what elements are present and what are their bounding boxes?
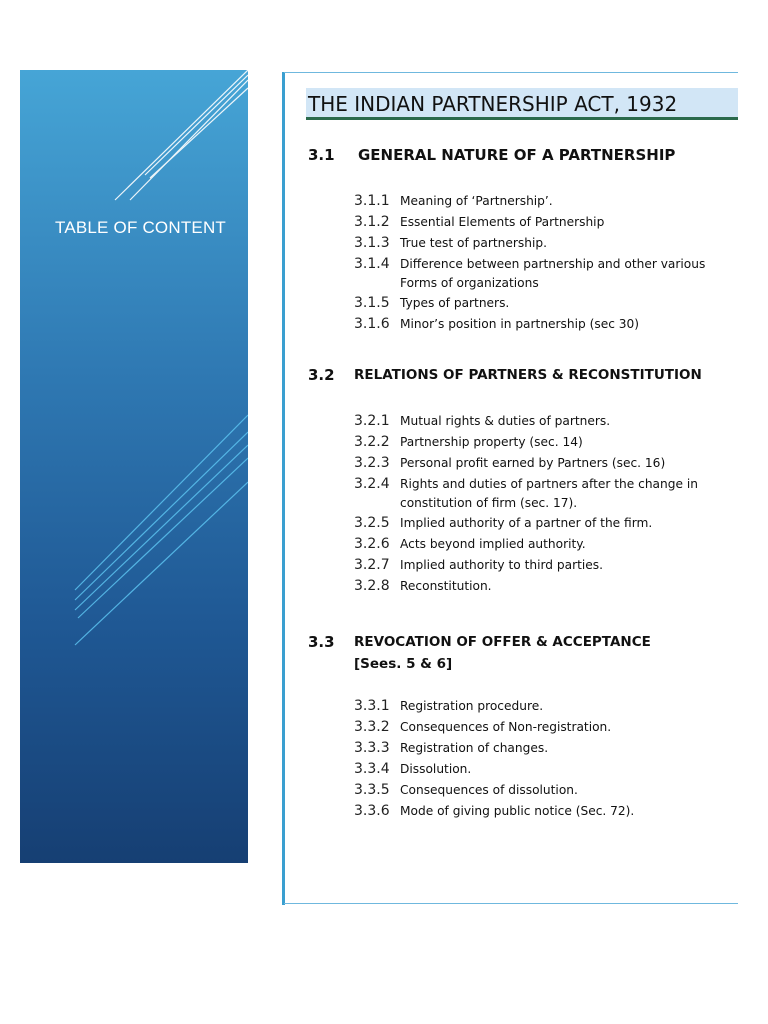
item-number: 3.3.1 xyxy=(354,698,390,714)
sidebar-title: TABLE OF CONTENT xyxy=(55,218,227,237)
toc-item[interactable] xyxy=(354,256,730,295)
section-item-list xyxy=(354,413,730,599)
item-text: Acts beyond implied authority. xyxy=(400,537,586,551)
section-title: RELATIONS OF PARTNERS & RECONSTITUTION xyxy=(354,367,702,383)
section-subtitle: [Sees. 5 & 6] xyxy=(354,656,453,672)
item-text: Consequences of Non-registration. xyxy=(400,720,612,734)
toc-item[interactable] xyxy=(354,578,730,599)
toc-item[interactable] xyxy=(354,193,730,214)
item-number: 3.1.2 xyxy=(354,214,390,230)
toc-item[interactable] xyxy=(354,413,730,434)
item-text: Difference between partnership and other various Forms of organizations xyxy=(400,257,706,290)
item-number: 3.2.7 xyxy=(354,557,390,573)
item-number: 3.2.4 xyxy=(354,476,390,492)
sidebar-panel xyxy=(20,70,248,863)
toc-item[interactable] xyxy=(354,803,730,824)
toc-item[interactable] xyxy=(354,476,730,515)
item-number: 3.2.5 xyxy=(354,515,390,531)
decorative-lines xyxy=(20,70,248,863)
toc-item[interactable] xyxy=(354,761,730,782)
toc-item[interactable] xyxy=(354,214,730,235)
item-text: Mutual rights & duties of partners. xyxy=(400,414,611,428)
item-number: 3.1.3 xyxy=(354,235,390,251)
item-text: Minor’s position in partnership (sec 30) xyxy=(400,317,640,331)
toc-item[interactable] xyxy=(354,536,730,557)
section-number: 3.2 xyxy=(308,366,335,384)
item-text: Partnership property (sec. 14) xyxy=(400,435,583,449)
section-item-list xyxy=(354,698,730,824)
item-number: 3.3.4 xyxy=(354,761,390,777)
item-number: 3.3.2 xyxy=(354,719,390,735)
toc-item[interactable] xyxy=(354,515,730,536)
toc-item[interactable] xyxy=(354,782,730,803)
item-text: Reconstitution. xyxy=(400,579,492,593)
item-number: 3.3.3 xyxy=(354,740,390,756)
section-number: 3.3 xyxy=(308,633,335,651)
section-title: GENERAL NATURE OF A PARTNERSHIP xyxy=(358,146,676,164)
item-text: Consequences of dissolution. xyxy=(400,783,578,797)
item-number: 3.2.3 xyxy=(354,455,390,471)
frame-bottom-border xyxy=(284,903,738,904)
item-text: Mode of giving public notice (Sec. 72). xyxy=(400,804,635,818)
item-number: 3.2.1 xyxy=(354,413,390,429)
item-number: 3.1.1 xyxy=(354,193,390,209)
item-number: 3.3.6 xyxy=(354,803,390,819)
item-text: True test of partnership. xyxy=(400,236,547,250)
toc-item[interactable] xyxy=(354,557,730,578)
document-title: THE INDIAN PARTNERSHIP ACT, 1932 xyxy=(306,88,738,120)
item-text: Registration procedure. xyxy=(400,699,544,713)
item-text: Types of partners. xyxy=(400,296,510,310)
toc-item[interactable] xyxy=(354,740,730,761)
item-number: 3.1.6 xyxy=(354,316,390,332)
toc-item[interactable] xyxy=(354,455,730,476)
item-number: 3.2.6 xyxy=(354,536,390,552)
toc-item[interactable] xyxy=(354,235,730,256)
toc-item[interactable] xyxy=(354,316,730,337)
section-number: 3.1 xyxy=(308,146,335,164)
item-text: Registration of changes. xyxy=(400,741,549,755)
item-text: Essential Elements of Partnership xyxy=(400,215,605,229)
toc-item[interactable] xyxy=(354,698,730,719)
item-text: Implied authority to third parties. xyxy=(400,558,604,572)
item-number: 3.1.4 xyxy=(354,256,390,272)
item-number: 3.3.5 xyxy=(354,782,390,798)
item-text: Personal profit earned by Partners (sec. 16) xyxy=(400,456,666,470)
item-text: Meaning of ‘Partnership’. xyxy=(400,194,553,208)
item-number: 3.1.5 xyxy=(354,295,390,311)
item-text: Dissolution. xyxy=(400,762,472,776)
item-text: Rights and duties of partners after the change in constitution of firm (sec. 17). xyxy=(400,477,698,510)
item-number: 3.2.8 xyxy=(354,578,390,594)
item-number: 3.2.2 xyxy=(354,434,390,450)
toc-item[interactable] xyxy=(354,434,730,455)
section-item-list xyxy=(354,193,730,337)
frame-top-border xyxy=(284,72,738,73)
frame-left-border xyxy=(282,72,285,905)
toc-item[interactable] xyxy=(354,719,730,740)
section-title: REVOCATION OF OFFER & ACCEPTANCE xyxy=(354,634,651,650)
item-text: Implied authority of a partner of the firm. xyxy=(400,516,653,530)
toc-item[interactable] xyxy=(354,295,730,316)
